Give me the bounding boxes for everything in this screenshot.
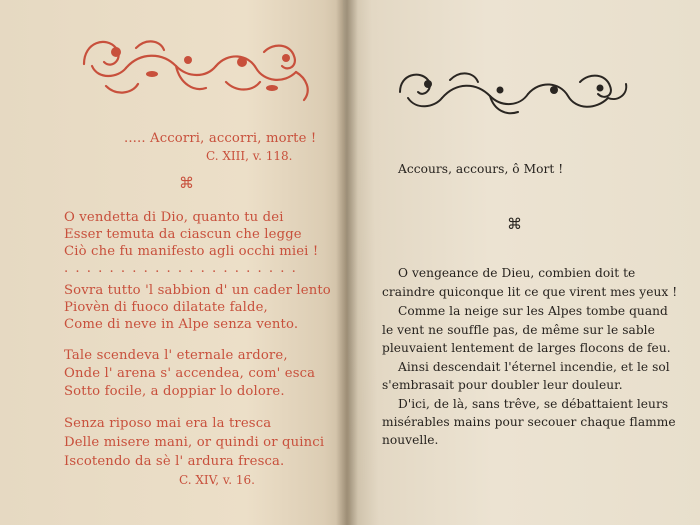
right-paragraph-line10: nouvelle. (382, 433, 439, 447)
left-stanza1-line3: Ciò che fu manifesto agli occhi miei ! (64, 244, 319, 259)
left-epigraph: ..... Accorri, accorri, morte ! (124, 131, 317, 146)
floral-scroll-ornament-icon (394, 58, 638, 120)
left-closing-ref: C. XIV, v. 16. (179, 473, 255, 487)
right-epigraph: Accours, accours, ô Mort ! (398, 162, 564, 176)
left-stanza2-line2: Piovèn di fuoco dilatate falde, (64, 300, 268, 315)
right-paragraph-line8: D'ici, de là, sans trêve, se débattaient leurs (398, 397, 669, 411)
left-stanza3-line3: Sotto focile, a doppiar lo dolore. (64, 384, 285, 399)
left-ellipsis: . . . . . . . . . . . . . . . . . . . . . (64, 261, 298, 276)
right-paragraph-line2: craindre quiconque lit ce que virent mes yeux ! (382, 285, 678, 299)
right-paragraph-line6: Ainsi descendait l'éternel incendie, et le sol (398, 360, 670, 374)
right-paragraph-line3: Comme la neige sur les Alpes tombe quand (398, 304, 668, 318)
left-stanza1-line1: O vendetta di Dio, quanto tu dei (64, 210, 284, 225)
book-gutter (336, 0, 358, 525)
right-paragraph-line4: le vent ne souffle pas, de même sur le sable (382, 323, 655, 337)
left-stanza4-line3: Iscotendo da sè l' ardura fresca. (64, 454, 285, 469)
right-separator: ⌘ (507, 215, 522, 233)
left-separator: ⌘ (179, 174, 194, 192)
left-stanza2-line3: Come di neve in Alpe senza vento. (64, 317, 299, 332)
right-paragraph-line7: s'embrasait pour doubler leur douleur. (382, 378, 623, 392)
right-paragraph-line9: misérables mains pour secouer chaque flamme (382, 415, 676, 429)
left-stanza4-line1: Senza riposo mai era la tresca (64, 416, 272, 431)
left-epigraph-ref: C. XIII, v. 118. (206, 149, 293, 163)
left-stanza4-line2: Delle misere mani, or quindi or quinci (64, 435, 325, 450)
left-stanza3-line1: Tale scendeva l' eternale ardore, (64, 348, 288, 363)
right-paragraph-line5: pleuvaient lentement de larges flocons de feu. (382, 341, 671, 355)
left-stanza3-line2: Onde l' arena s' accendea, com' esca (64, 366, 316, 381)
left-stanza2-line1: Sovra tutto 'l sabbion d' un cader lento (64, 283, 331, 298)
right-paragraph-line1: O vengeance de Dieu, combien doit te (398, 266, 636, 280)
left-stanza1-line2: Esser temuta da ciascun che legge (64, 227, 302, 242)
floral-scroll-ornament-icon (76, 22, 320, 108)
